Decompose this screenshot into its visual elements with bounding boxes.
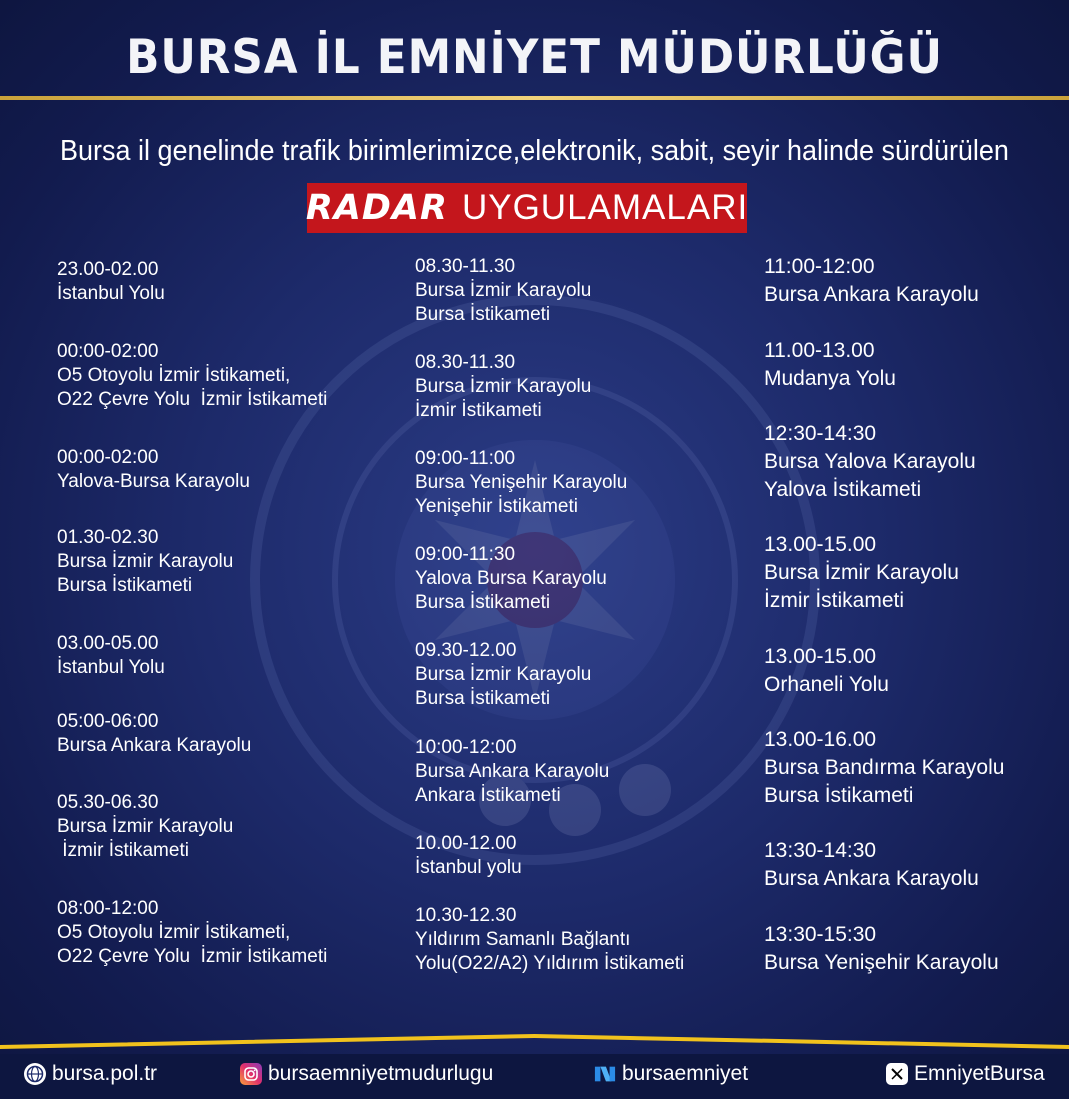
schedule-entry <box>764 253 1064 309</box>
entry-time: 13:30-15:30 <box>764 923 877 946</box>
radar-banner <box>307 183 747 233</box>
schedule-entry <box>415 447 755 519</box>
entry-location: O22 Çevre Yolu İzmir İstikameti <box>57 946 328 967</box>
entry-location: Yalova-Bursa Karayolu <box>57 471 250 492</box>
entry-time: 10.00-12.00 <box>415 833 517 854</box>
entry-location: Bursa İzmir Karayolu <box>415 376 592 397</box>
schedule-entry <box>764 726 1064 810</box>
nsosyal-link[interactable] <box>594 1062 748 1086</box>
entry-time: 09:00-11:30 <box>415 544 516 565</box>
entry-location: Bursa İzmir Karayolu <box>415 664 592 685</box>
schedule-entry <box>764 420 1064 504</box>
entry-time: 11:00-12:00 <box>764 255 875 278</box>
entry-location: Bursa İzmir Karayolu <box>764 561 959 584</box>
entry-location: Bursa İstikameti <box>415 688 551 709</box>
entry-location: İstanbul yolu <box>415 857 522 878</box>
schedule-entry <box>415 351 755 423</box>
entry-time: 05:00-06:00 <box>57 711 159 732</box>
x-link[interactable] <box>886 1062 1045 1086</box>
entry-time: 10:00-12:00 <box>415 737 517 758</box>
instagram-text: bursaemniyetmudurlugu <box>268 1062 494 1085</box>
entry-time: 08:00-12:00 <box>57 898 159 919</box>
entry-location: Bursa Bandırma Karayolu <box>764 756 1005 779</box>
entry-time: 00:00-02:00 <box>57 447 159 468</box>
entry-location: Yalova İstikameti <box>764 478 922 501</box>
entry-location: İzmir İstikameti <box>764 589 905 612</box>
entry-time: 13.00-15.00 <box>764 533 877 556</box>
globe-icon <box>24 1063 46 1085</box>
schedule-entry <box>57 897 387 969</box>
schedule-entry <box>764 337 1064 393</box>
schedule-entry <box>415 255 755 327</box>
schedule-entry <box>57 526 387 598</box>
entry-location: İstanbul Yolu <box>57 283 165 304</box>
entry-time: 13.00-15.00 <box>764 645 877 668</box>
entry-time: 12:30-14:30 <box>764 422 877 445</box>
entry-location: Bursa İzmir Karayolu <box>415 280 592 301</box>
entry-time: 10.30-12.30 <box>415 905 517 926</box>
page-title: BURSA İL EMNİYET MÜDÜRLÜĞÜ <box>126 30 943 85</box>
entry-location: Bursa İstikameti <box>415 304 551 325</box>
entry-location: Orhaneli Yolu <box>764 673 889 696</box>
instagram-link[interactable] <box>240 1062 493 1086</box>
schedule-entry <box>57 791 387 863</box>
schedule-entry <box>415 543 755 615</box>
schedule-entry <box>57 710 387 758</box>
banner-bold-text: RADAR <box>305 188 448 228</box>
entry-location: O22 Çevre Yolu İzmir İstikameti <box>57 389 328 410</box>
schedule-entry <box>57 632 387 680</box>
schedule-entry <box>415 639 755 711</box>
entry-location: Ankara İstikameti <box>415 785 561 806</box>
entry-location: Yalova Bursa Karayolu <box>415 568 607 589</box>
entry-location: Bursa Yenişehir Karayolu <box>764 951 999 974</box>
entry-location: O5 Otoyolu İzmir İstikameti, <box>57 922 291 943</box>
schedule-entry <box>764 921 1064 977</box>
schedule-entry <box>764 837 1064 893</box>
subtitle: Bursa il genelinde trafik birimlerimizce,elektronik, sabit, seyir halinde sürdürülen <box>60 135 1009 167</box>
schedule-entry <box>415 832 755 880</box>
entry-location: Bursa İstikameti <box>415 592 551 613</box>
website-text: bursa.pol.tr <box>52 1062 158 1085</box>
entry-time: 11.00-13.00 <box>764 339 875 362</box>
nsosyal-icon <box>594 1063 616 1085</box>
entry-location: Bursa Ankara Karayolu <box>415 761 610 782</box>
entry-location: Mudanya Yolu <box>764 367 896 390</box>
website-link[interactable] <box>24 1062 157 1086</box>
entry-location: Yıldırım Samanlı Bağlantı <box>415 929 631 950</box>
entry-location: İstanbul Yolu <box>57 657 165 678</box>
schedule-entry <box>764 643 1064 699</box>
entry-time: 08.30-11.30 <box>415 352 516 373</box>
entry-location: Bursa Ankara Karayolu <box>57 735 252 756</box>
entry-location: O5 Otoyolu İzmir İstikameti, <box>57 365 291 386</box>
entry-location: Bursa Ankara Karayolu <box>764 283 979 306</box>
entry-location: Bursa Yalova Karayolu <box>764 450 976 473</box>
entry-location: Bursa İzmir Karayolu <box>57 816 234 837</box>
entry-time: 08.30-11.30 <box>415 256 516 277</box>
entry-location: Bursa İstikameti <box>57 575 193 596</box>
schedule-entry <box>57 340 387 412</box>
entry-time: 05.30-06.30 <box>57 792 159 813</box>
entry-location: İzmir İstikameti <box>57 840 189 861</box>
schedule-entry <box>57 258 387 306</box>
entry-location: Bursa Yenişehir Karayolu <box>415 472 628 493</box>
entry-time: 13:30-14:30 <box>764 839 877 862</box>
entry-time: 09:00-11:00 <box>415 448 516 469</box>
entry-location: İzmir İstikameti <box>415 400 542 421</box>
entry-time: 23.00-02.00 <box>57 259 159 280</box>
header <box>0 0 1069 100</box>
schedule-entry <box>415 736 755 808</box>
entry-location: Bursa İzmir Karayolu <box>57 551 234 572</box>
entry-location: Bursa İstikameti <box>764 784 914 807</box>
schedule-entry <box>764 531 1064 615</box>
entry-time: 13.00-16.00 <box>764 728 877 751</box>
header-divider <box>0 96 1069 100</box>
nsosyal-text: bursaemniyet <box>622 1062 749 1085</box>
schedule-entry <box>57 446 387 494</box>
entry-location: Bursa Ankara Karayolu <box>764 867 979 890</box>
x-text: EmniyetBursa <box>914 1062 1045 1085</box>
entry-time: 03.00-05.00 <box>57 633 159 654</box>
entry-location: Yenişehir İstikameti <box>415 496 578 517</box>
instagram-icon <box>240 1063 262 1085</box>
entry-time: 01.30-02.30 <box>57 527 159 548</box>
schedule-entry <box>415 904 755 976</box>
x-icon <box>886 1063 908 1085</box>
entry-time: 09.30-12.00 <box>415 640 517 661</box>
entry-time: 00:00-02:00 <box>57 341 159 362</box>
footer-divider <box>0 1034 1069 1054</box>
banner-rest-text: UYGULAMALARI <box>461 188 749 227</box>
entry-location: Yolu(O22/A2) Yıldırım İstikameti <box>415 953 685 974</box>
